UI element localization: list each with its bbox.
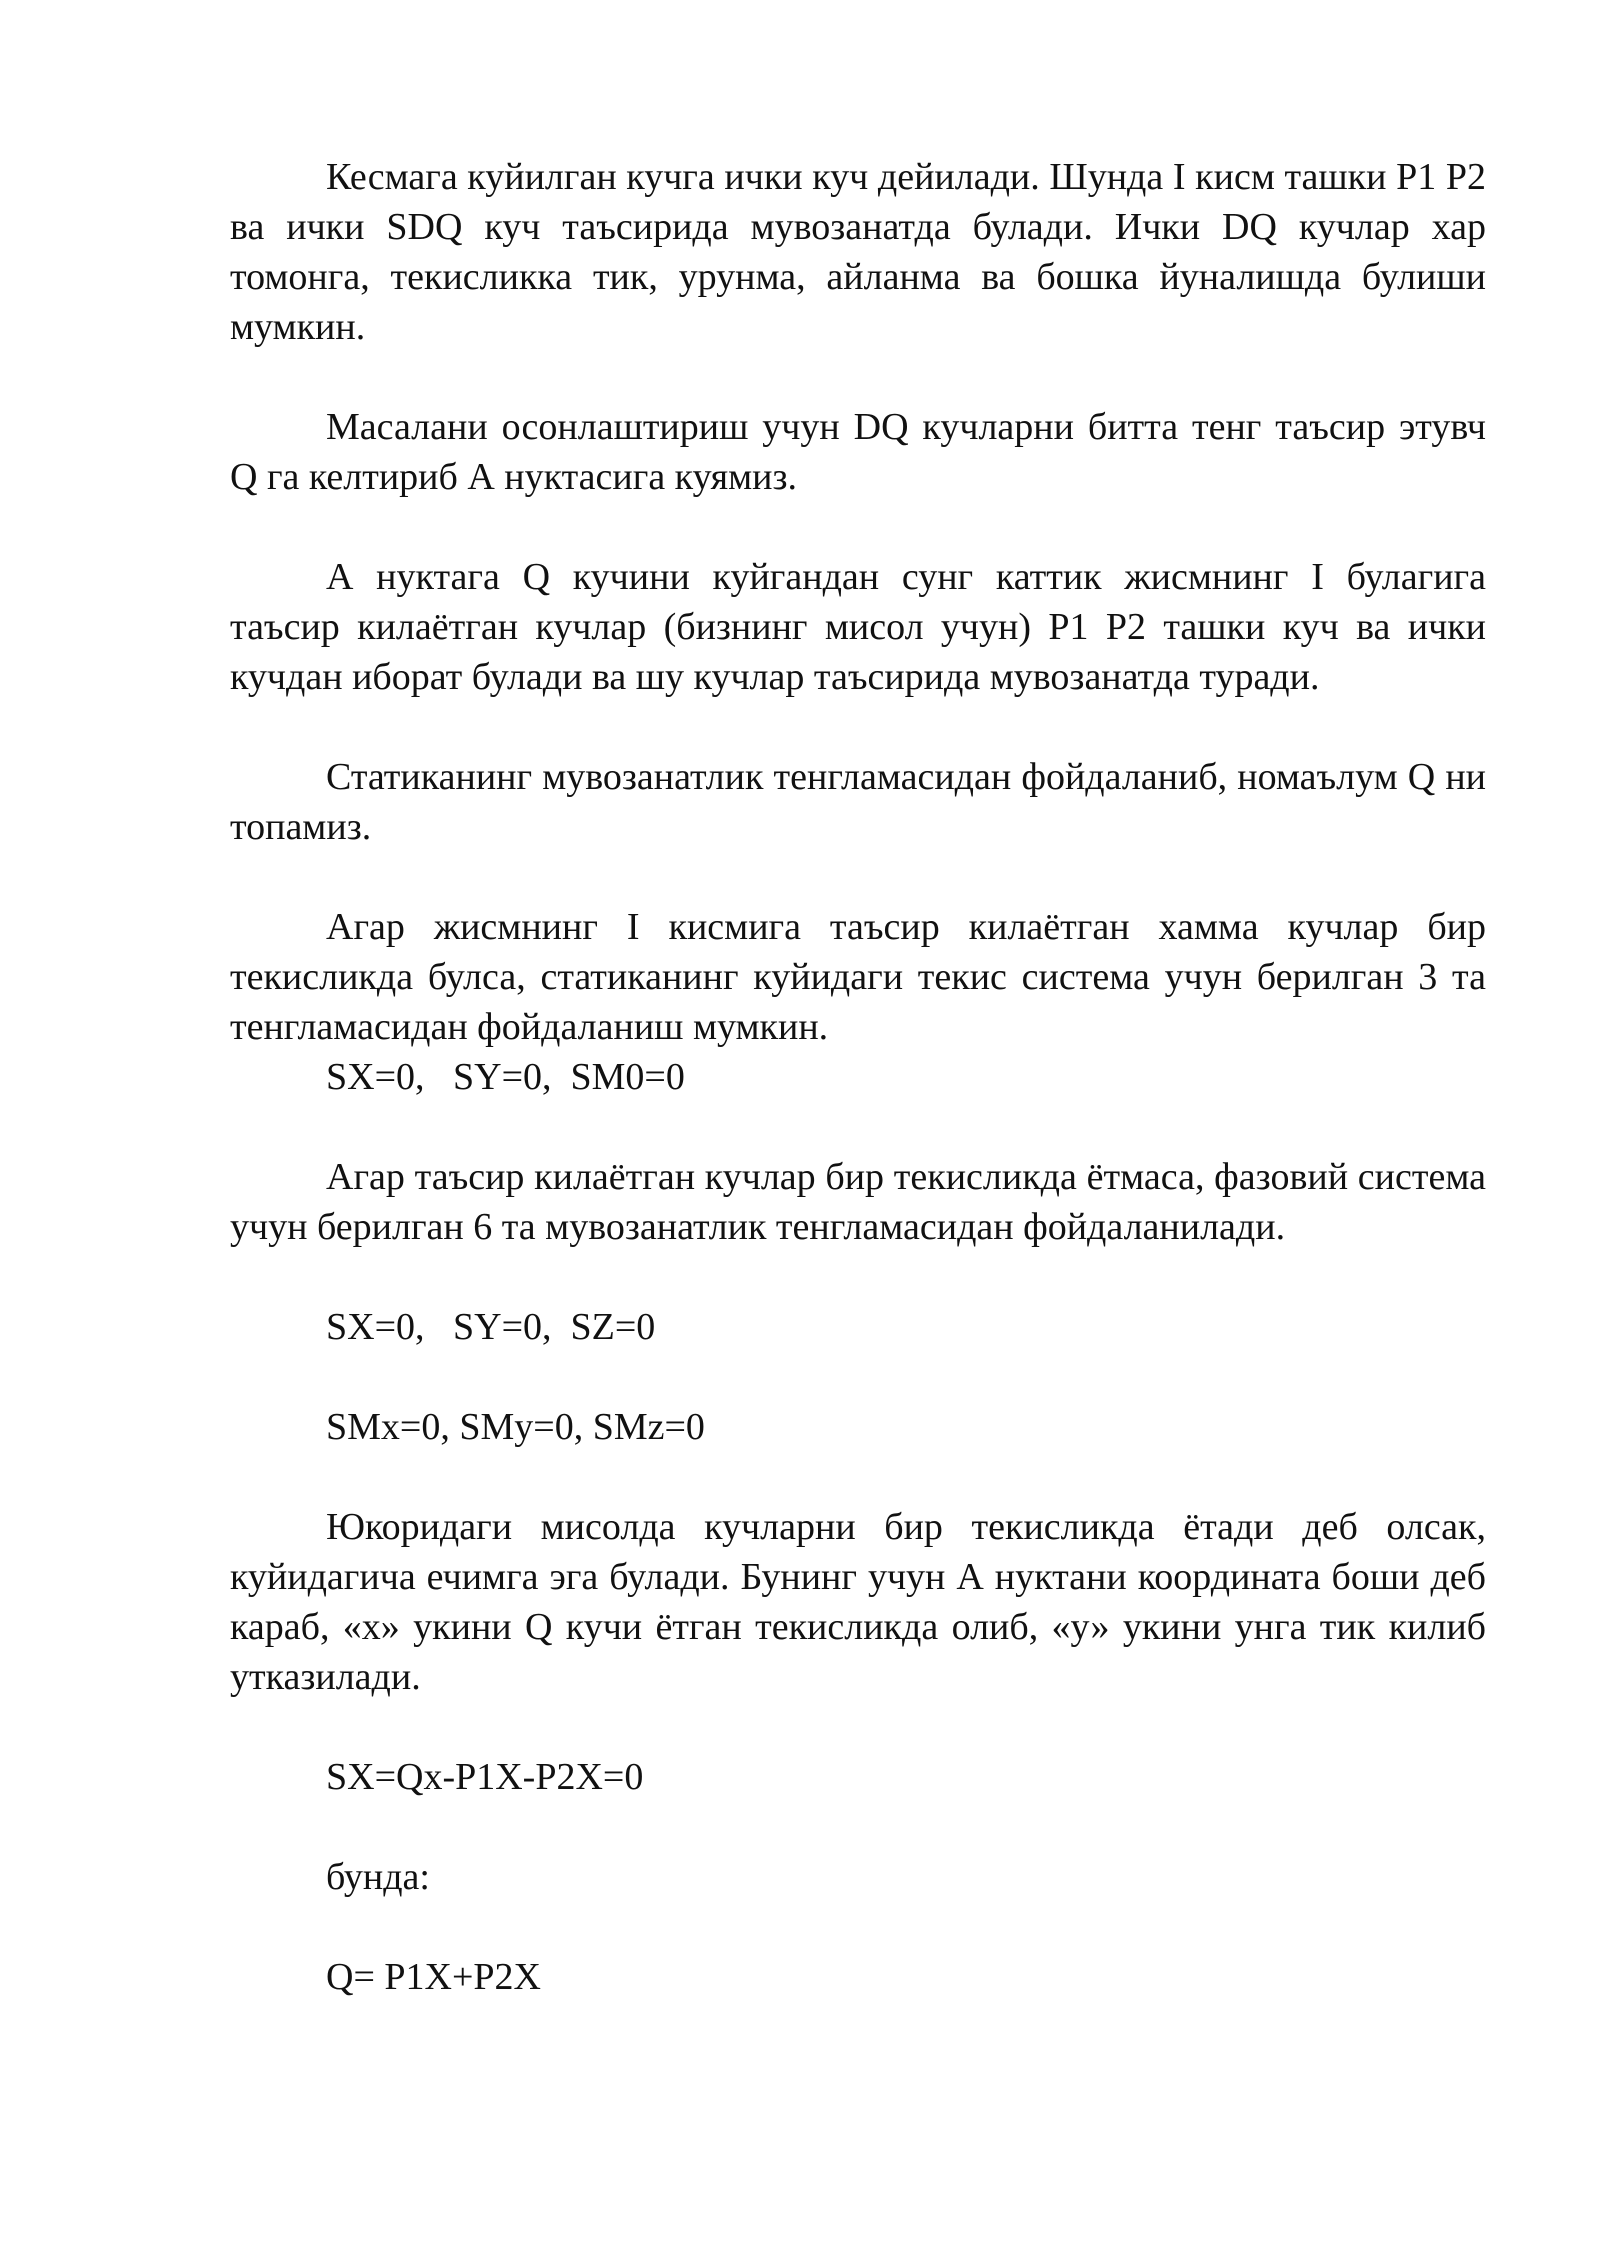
paragraph-internal-force: Кесмага куйилган кучга ички куч дейилади. Шунда I кисм ташки Р1 Р2 ва ички SDQ куч таъсирида мувозанатда булади. Ички DQ кучлар хар томонга, текисликка тик, урунма, айланма ва бошка йуналишда булиши мумкин. [230, 156, 1486, 348]
paragraph-statics: Статиканинг мувозанатлик тенгламасидан фойдаланиб, номаълум Q ни топамиз. [230, 756, 1486, 848]
paragraph-spacer [230, 1702, 1486, 1752]
paragraph-plane-system: Агар жисмнинг I кисмига таъсир килаётган хамма кучлар бир текисликда булса, статиканинг куйидаги текис система учун берилган 3 та тенгламасидан фойдаланиш мумкин. [230, 906, 1486, 1048]
paragraph-spacer [230, 1352, 1486, 1402]
paragraph-example: Юкоридаги мисолда кучларни бир текисликда ётади деб олсак, куйидагича ечимга эга булади. Бунинг учун А нуктани координата боши деб караб, «х» укини Q кучи ётган текисликда олиб, «у» укини унга тик килиб утказилади. [230, 1506, 1486, 1698]
formula-x-sum: SX=Qx-Р1Х-Р2Х=0 [326, 1756, 644, 1798]
paragraph-spacer [230, 352, 1486, 402]
paragraph-simplification: Масалани осонлаштириш учун DQ кучларни битта тенг таъсир этувч Q га келтириб А нуктасига куямиз. [230, 406, 1486, 498]
paragraph-spacer [230, 1452, 1486, 1502]
formula-moment-sums: SMx=0, SMy=0, SMz=0 [326, 1406, 705, 1448]
paragraph-equilibrium: А нуктага Q кучини куйгандан сунг каттик жисмнинг I булагига таъсир килаётган кучлар (бизнинг мисол учун) Р1 Р2 ташки куч ва ички кучдан иборат булади ва шу кучлар таъсирида мувозанатда туради. [230, 556, 1486, 698]
formula-force-sums: SX=0, SY=0, SZ=0 [326, 1306, 656, 1348]
paragraph-spacer [230, 502, 1486, 552]
paragraph-spacer [230, 1802, 1486, 1852]
paragraph-spacer [230, 852, 1486, 902]
paragraph-spacer [230, 1102, 1486, 1152]
paragraph-spacer [230, 702, 1486, 752]
paragraph-spacer [230, 1252, 1486, 1302]
formula-where-label: бунда: [326, 1856, 430, 1898]
paragraph-spatial-system: Агар таъсир килаётган кучлар бир текисликда ётмаса, фазовий система учун берилган 6 та мувозанатлик тенгламасидан фойдаланилади. [230, 1156, 1486, 1248]
formula-plane-equations: SX=0, SY=0, SM0=0 [326, 1056, 685, 1098]
formula-q-result: Q= Р1Х+Р2Х [326, 1956, 541, 1998]
paragraph-spacer [230, 1902, 1486, 1952]
document-page [230, 152, 1486, 2002]
